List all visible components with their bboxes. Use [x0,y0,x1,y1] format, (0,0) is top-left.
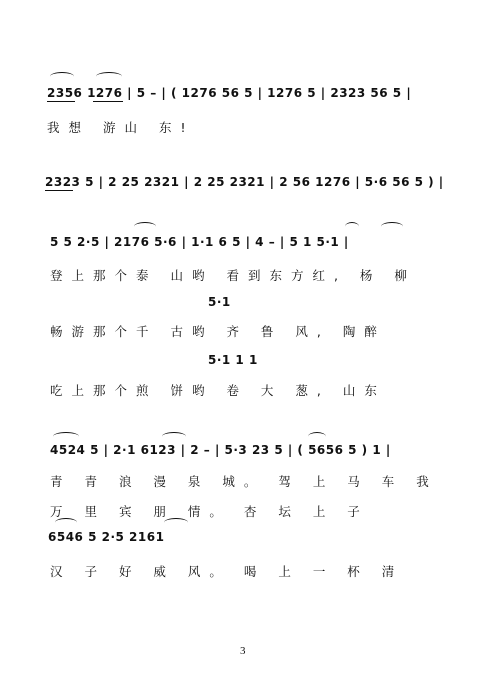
slur [55,518,77,527]
page-number: 3 [240,645,246,657]
slur [345,222,359,231]
slur [53,432,79,441]
lyric-line-6: 万 里 宾 朋 情。 杏 坛 上 子 [50,504,369,519]
lyric-line-3: 畅游那个千 古哟 齐 鲁 风, 陶醉 [50,324,386,339]
notation-line-3: 5 5 2·5 | 2176 5·6 | 1·1 6 5 | 4 – | 5 1 5·1 | [50,235,349,249]
slur [308,432,326,441]
notation-line-2: 2323 5 | 2 25 2321 | 2 25 2321 | 2 56 1276 | 5·6 56 5 ) | [45,175,444,189]
slur [162,432,186,441]
slur [164,518,188,527]
lyric-line-4: 吃上那个煎 饼哟 卷 大 葱, 山东 [50,383,386,398]
lyric-line-1: 我想 游山 东! [47,120,195,135]
notation-line-1: 2356 1276 | 5 – | ( 1276 56 5 | 1276 5 | 2323 56 5 | [47,86,412,100]
slur [50,72,74,81]
notation-line-4: 5·1 [208,295,231,309]
slur [134,222,156,231]
underline [45,190,73,191]
notation-line-7: 6546 5 2·5 2161 [48,530,165,544]
notation-line-6: 4524 5 | 2·1 6123 | 2 – | 5·3 23 5 | ( 5656 5 ) 1 | [50,443,391,457]
slur [96,72,122,81]
underline [47,101,75,102]
lyric-line-7: 汉 子 好 威 风。 喝 上 一 杯 清 [50,564,404,579]
underline [93,101,123,102]
notation-line-5: 5·1 1 1 [208,353,258,367]
slur [381,222,403,231]
lyric-line-2: 登上那个泰 山哟 看到东方红, 杨 柳 [50,268,416,283]
lyric-line-5: 青 青 浪 漫 泉 城。 驾 上 马 车 我 [50,474,438,489]
